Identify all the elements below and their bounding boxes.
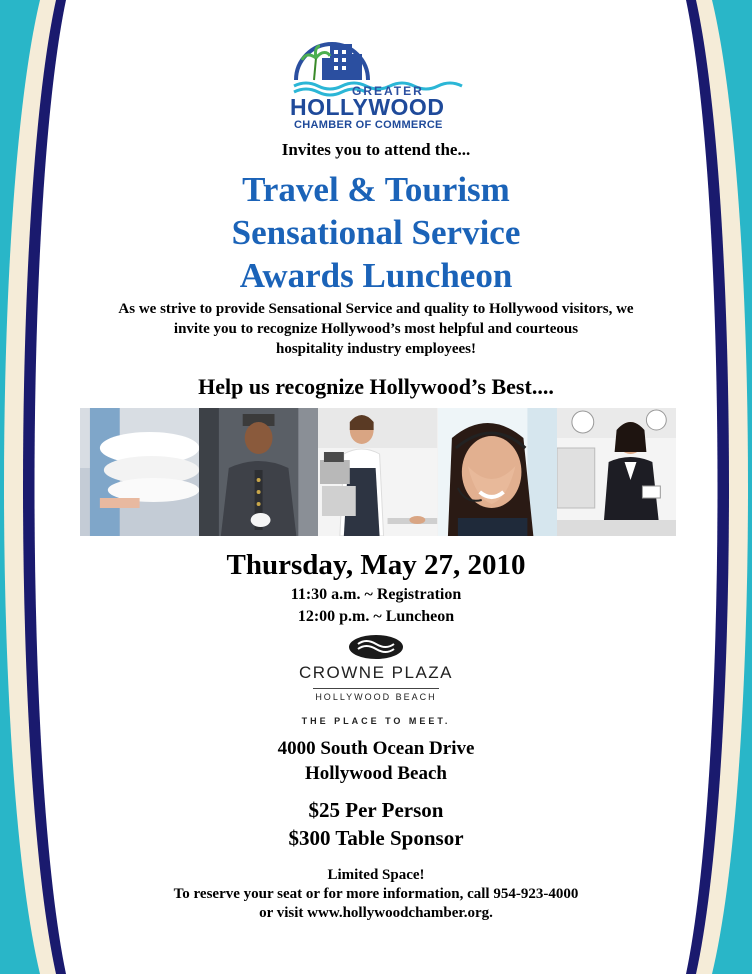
reserve-line: To reserve your seat or for more information, call 954-923-4000 [173, 886, 579, 902]
venue-divider [313, 688, 439, 689]
headline-line-1: Travel & Tourism [242, 170, 510, 209]
intro-line-3: hospitality industry employees! [275, 341, 476, 357]
intro-line-2: invite you to recognize Hollywood’s most helpful and courteous [173, 321, 579, 337]
event-date: Thursday, May 27, 2010 [226, 549, 526, 581]
footer-info [0, 866, 752, 923]
website-line[interactable]: or visit www.hollywoodchamber.org. [259, 905, 493, 921]
venue-sub: HOLLYWOOD BEACH [315, 692, 437, 702]
headline-line-3: Awards Luncheon [239, 256, 513, 295]
intro-paragraph [0, 299, 752, 359]
limited-space: Limited Space! [327, 867, 425, 883]
photo-strip [80, 408, 676, 536]
venue-tagline: THE PLACE TO MEET. [301, 716, 451, 726]
call-center-photo [438, 408, 557, 536]
crowne-plaza-emblem-icon [348, 634, 404, 660]
logo-hollywood-text: HOLLYWOOD [290, 94, 445, 120]
luncheon-time: 12:00 p.m. ~ Luncheon [297, 608, 455, 625]
headline-line-2: Sensational Service [231, 213, 521, 252]
housekeeper-photo [80, 408, 199, 536]
intro-line-1: As we strive to provide Sensational Service and quality to Hollywood visitors, we [118, 301, 634, 317]
recognize-heading: Help us recognize Hollywood’s Best.... [198, 374, 554, 399]
price-table-sponsor: $300 Table Sponsor [288, 826, 464, 850]
headline [0, 168, 752, 297]
registration-time: 11:30 a.m. ~ Registration [290, 586, 462, 603]
address-line-2: Hollywood Beach [305, 763, 447, 784]
cashier-photo [318, 408, 437, 536]
address-line-1: 4000 South Ocean Drive [277, 738, 475, 759]
logo-chamber-text: CHAMBER OF COMMERCE [294, 119, 443, 131]
bellman-photo [199, 408, 318, 536]
invite-line: Invites you to attend the... [281, 140, 471, 159]
front-desk-photo [557, 408, 676, 536]
price-per-person: $25 Per Person [308, 798, 444, 822]
logo-greater-text: GREATER [352, 84, 424, 98]
venue-name: CROWNE PLAZA [298, 663, 454, 682]
pricing [0, 796, 752, 852]
venue-address [0, 736, 752, 786]
